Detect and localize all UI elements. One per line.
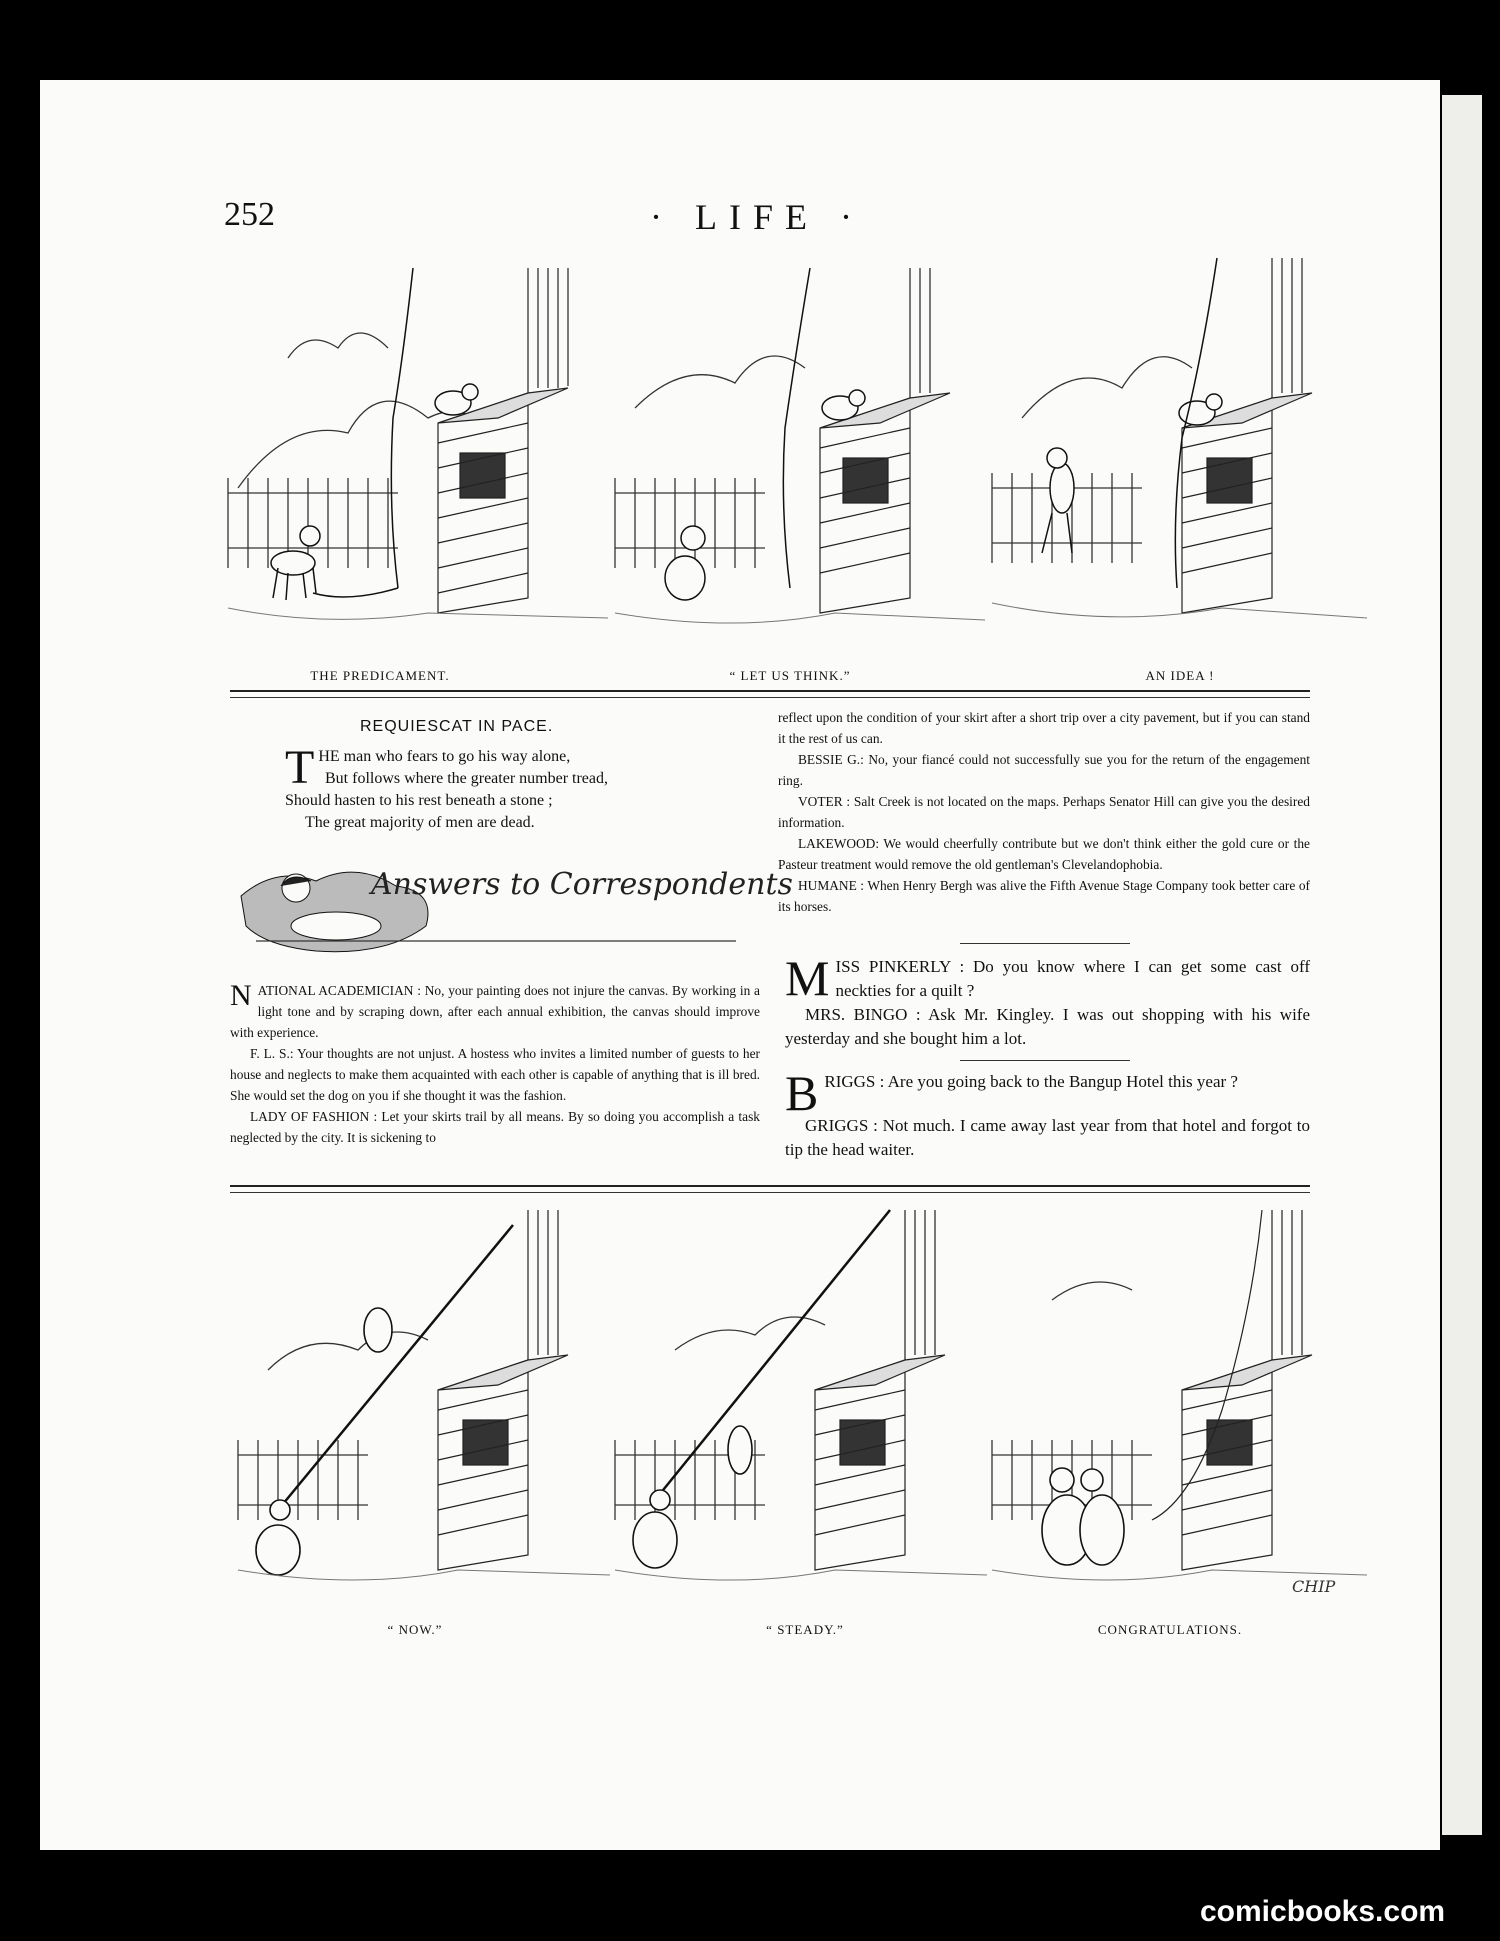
joke-briggs: BRIGGS : Are you going back to the Bangup Hotel this year ? GRIGGS : Not much. I came away last year from that hotel and forgot to tip the head waiter. (785, 1065, 1310, 1159)
jokes-divider-1 (960, 943, 1130, 944)
joke-pinkerly: MISS PINKERLY : Do you know where I can get some cast off neckties for a quilt ? MRS. BINGO : Ask Mr. Kingley. I was out shopping with his wife yesterday and she bought him a lot. (785, 950, 1311, 1048)
answer-lady-of-fashion: LADY OF FASHION : Let your skirts trail by all means. By so doing you accomplish a task neglected by the city. It is sickening to (230, 1109, 760, 1145)
answers-heading-illustration (236, 856, 793, 966)
top-divider (230, 690, 1310, 692)
poem-title: REQUIESCAT IN PACE. (360, 718, 554, 735)
caption-an-idea: AN IDEA ! (1145, 668, 1215, 683)
poem-line-2: But follows where the greater number tread, (325, 770, 609, 787)
adjacent-page-edge (1442, 95, 1482, 1835)
joke-drop-cap-b: B (785, 1065, 819, 1121)
right-answers-column (778, 707, 1310, 917)
panel-congratulations (992, 1210, 1367, 1610)
page-number: 252 (224, 196, 275, 233)
panel-now (238, 1210, 610, 1610)
answer-drop-cap-n: N (230, 979, 252, 1012)
answers-heading-text: Answers to Correspondents (371, 867, 793, 902)
caption-let-us-think: “ LET US THINK.” (729, 668, 851, 683)
top-divider-thin (230, 697, 1310, 698)
answer-fls: F. L. S.: Your thoughts are not unjust. A hostess who invites a limited number of guests to her house and neglects to make them acquainted with each other is capable of anything that is ill bred. She would set the dog on you if she thought it was the fashion. (230, 1046, 760, 1103)
panel-steady (615, 1210, 987, 1610)
left-answers-column (230, 980, 760, 1148)
joke-drop-cap-m: M (785, 950, 830, 1006)
answer-continued: reflect upon the condition of your skirt after a short trip over a city pavement, but if you can stand it the rest of us can. (778, 710, 1310, 746)
caption-now: “ NOW.” (387, 1622, 443, 1637)
bottom-divider-thin (230, 1192, 1310, 1193)
caption-predicament: THE PREDICAMENT. (310, 668, 450, 683)
poem-line-3: Should hasten to his rest beneath a stone ; (285, 792, 553, 809)
answer-bessie-g: BESSIE G.: No, your fiancé could not successfully sue you for the return of the engagement ring. (778, 752, 1310, 788)
poem-line-4: The great majority of men are dead. (305, 814, 535, 831)
jokes-divider-2 (960, 1060, 1130, 1061)
bottom-divider (230, 1185, 1310, 1187)
caption-steady: “ STEADY.” (766, 1622, 844, 1637)
answer-voter: VOTER : Salt Creek is not located on the maps. Perhaps Senator Hill can give you the desired information. (778, 794, 1310, 830)
answer-humane: HUMANE : When Henry Bergh was alive the Fifth Avenue Stage Company took better care of its horses. (778, 878, 1310, 914)
site-watermark: comicbooks.com (1200, 1895, 1446, 1928)
magazine-title: · LIFE · (650, 197, 864, 237)
answer-lakewood: LAKEWOOD: We would cheerfully contribute but we don't think either the gold cure or the Pasteur treatment would remove the old gentleman's Clevelandophobia. (778, 836, 1310, 872)
answer-national-academician: NATIONAL ACADEMICIAN : No, your painting does not injure the canvas. By working in a light tone and by scraping down, after each annual exhibition, the canvas should improve with experience. (230, 979, 760, 1040)
poem-body (285, 741, 755, 834)
panel-predicament (228, 268, 608, 658)
poem-line-1: HE man who fears to go his way alone, (318, 748, 571, 765)
panel-an-idea (992, 258, 1367, 658)
poem-drop-cap: T (285, 741, 315, 794)
artist-signature: CHIP (1292, 1577, 1336, 1596)
caption-congratulations: CONGRATULATIONS. (1097, 1622, 1243, 1637)
panel-let-us-think (615, 268, 985, 658)
